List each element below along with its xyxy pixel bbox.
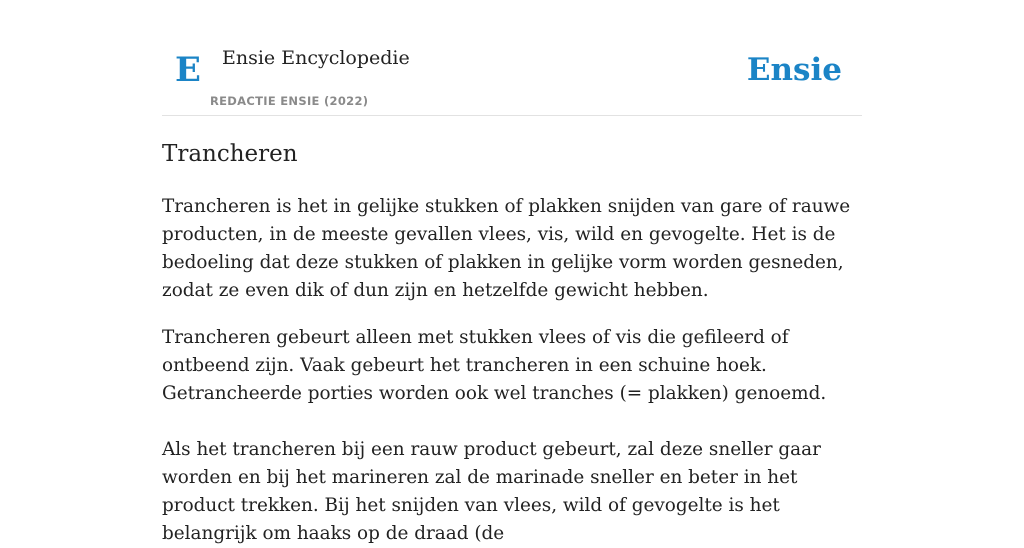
article <box>162 136 862 548</box>
article-title: Trancheren <box>162 141 298 167</box>
ensie-logo-icon[interactable]: E <box>175 50 201 90</box>
article-paragraph-1: Trancheren is het in gelijke stukken of plakken snijden van gare of rauwe producten, in de meeste gevallen vlees, vis, wild en gevogelte. Het is de bedoeling dat deze stukken of plakken in gelijke vorm worden gesneden, zodat ze even dik of dun zijn en hetzelfde gewicht hebben. <box>162 196 851 301</box>
site-header <box>162 0 862 116</box>
author-byline: REDACTIE ENSIE (2022) <box>210 94 369 108</box>
brand-wordmark-logo[interactable]: Ensie <box>746 52 842 88</box>
article-paragraph-3: Als het trancheren bij een rauw product gebeurt, zal deze sneller gaar worden en bij het marineren zal de marinade sneller en beter in het product trekken. Bij het snijden van vlees, wild of gevogelte is het belangrijk om haaks op de draad (de <box>162 439 821 544</box>
site-title-link[interactable]: Ensie Encyclopedie <box>222 47 410 69</box>
article-paragraph-2: Trancheren gebeurt alleen met stukken vlees of vis die gefileerd of ontbeend zijn. Vaak gebeurt het trancheren in een schuine hoek. Getrancheerde porties worden ook wel tranches (= plakken) genoemd. <box>162 327 827 404</box>
